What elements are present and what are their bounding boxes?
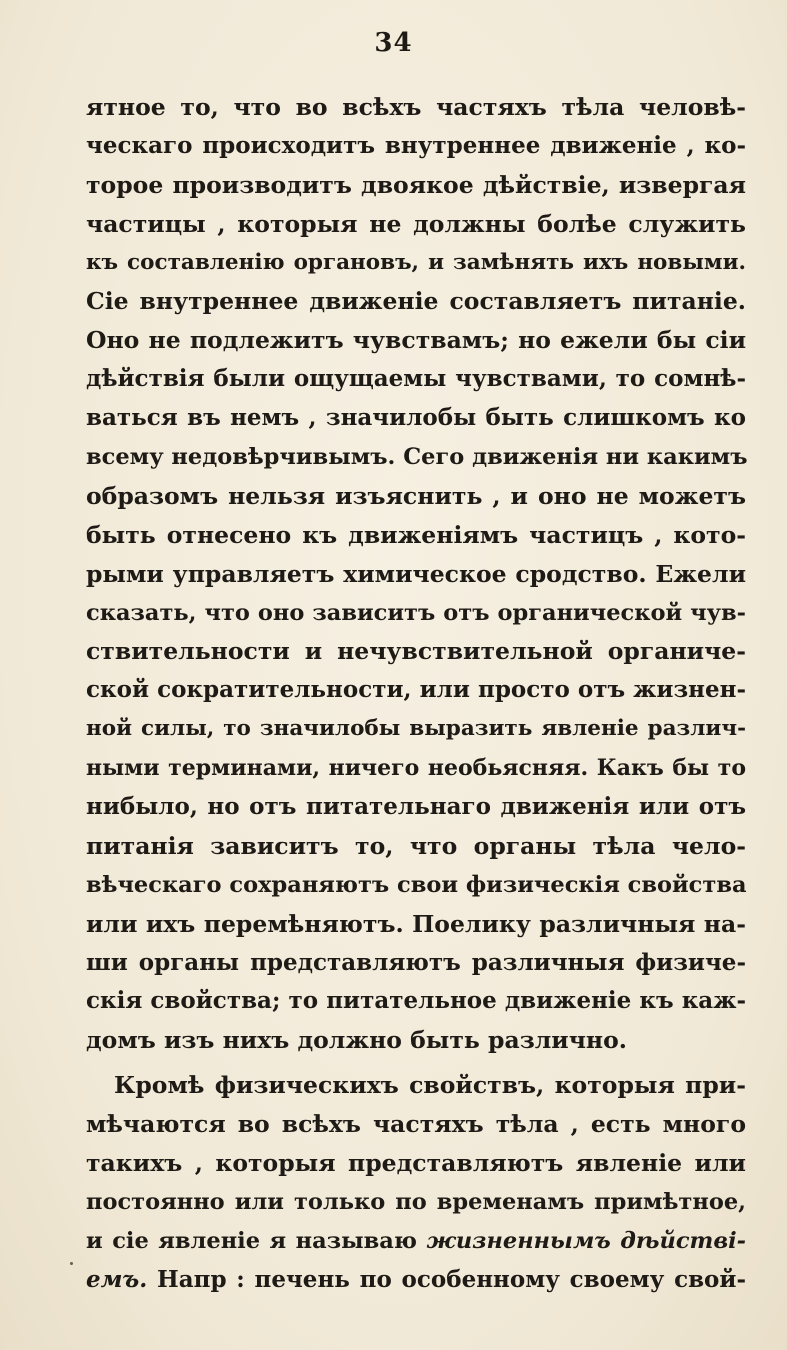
text-line: нибыло, но отъ питательнаго движенія или отъ: [86, 793, 746, 821]
paper-speck: [70, 1262, 73, 1265]
text-line: такихъ , которыя представляютъ явленіе или: [86, 1149, 746, 1178]
text-line: ческаго происходитъ внутреннее движеніе , ко-: [86, 131, 746, 159]
body-text: [86, 88, 746, 1300]
text-line: Оно не подлежитъ чувствамъ; но ежели бы сіи: [86, 326, 746, 355]
text-segment: и сіе явленіе я называю: [86, 1227, 417, 1254]
text-line: Кромѣ физическихъ свойствъ, которыя при-: [114, 1071, 746, 1100]
text-line: ваться въ немъ , значилобы быть слишкомъ ко: [86, 404, 746, 432]
text-line: домъ изъ нихъ должно быть различно.: [86, 1026, 627, 1055]
text-line: ятное то, что во всѣхъ частяхъ тѣла человѣ-: [86, 93, 746, 121]
text-segment: Напр : печень по особенному своему свой-: [156, 1265, 746, 1293]
italic-term: жизненнымъ дѣйстві-: [426, 1227, 747, 1254]
text-line: быть отнесено къ движеніямъ частицъ , кото-: [86, 520, 746, 549]
paragraph-1: [86, 88, 746, 1060]
text-line: [86, 1261, 746, 1300]
text-line: ши органы представляютъ различныя физиче-: [86, 948, 746, 976]
text-line: постоянно или только по временамъ примѣтное,: [86, 1188, 746, 1215]
italic-term: емъ.: [86, 1265, 148, 1293]
text-line: ской сократительности, или просто отъ жизнен-: [86, 676, 746, 704]
paragraph-2: [86, 1066, 746, 1299]
text-line: мѣчаются во всѣхъ частяхъ тѣла , есть много: [86, 1110, 746, 1139]
text-line: или ихъ перемѣняютъ. Поелику различныя на-: [86, 909, 746, 938]
text-line: рыми управляетъ химическое сродство. Ежели: [86, 559, 746, 588]
text-line: торое производитъ двоякое дѣйствіе, извергая: [86, 170, 746, 199]
page-number: 34: [374, 28, 413, 58]
text-line: скія свойства; то питательное движеніе къ каж-: [86, 987, 746, 1015]
text-line: питанія зависитъ то, что органы тѣла чело-: [86, 831, 746, 860]
text-line: вѣческаго сохраняютъ свои физическія свойства: [86, 871, 747, 898]
text-line: дѣйствія были ощущаемы чувствами, то сомнѣ-: [86, 365, 746, 393]
text-line: ными терминами, ничего необьясняя. Какъ бы то: [86, 755, 746, 782]
text-line: частицы , которыя не должны болѣе служить: [86, 209, 746, 238]
text-line: къ составленію органовъ, и замѣнять ихъ новыми.: [86, 249, 746, 275]
text-line: [86, 1222, 746, 1261]
text-line: образомъ нельзя изъяснить , и оно не можетъ: [86, 481, 746, 510]
text-line: сказать, что оно зависитъ отъ органической чув-: [86, 599, 746, 626]
text-line: всему недовѣрчивымъ. Сего движенія ни какимъ: [86, 444, 748, 471]
text-line: ной силы, то значилобы выразить явленіе различ-: [86, 716, 746, 742]
text-line: Сіе внутреннее движеніе составляетъ питаніе.: [86, 287, 746, 316]
text-line: ствительности и нечувствительной органиче-: [86, 637, 746, 666]
